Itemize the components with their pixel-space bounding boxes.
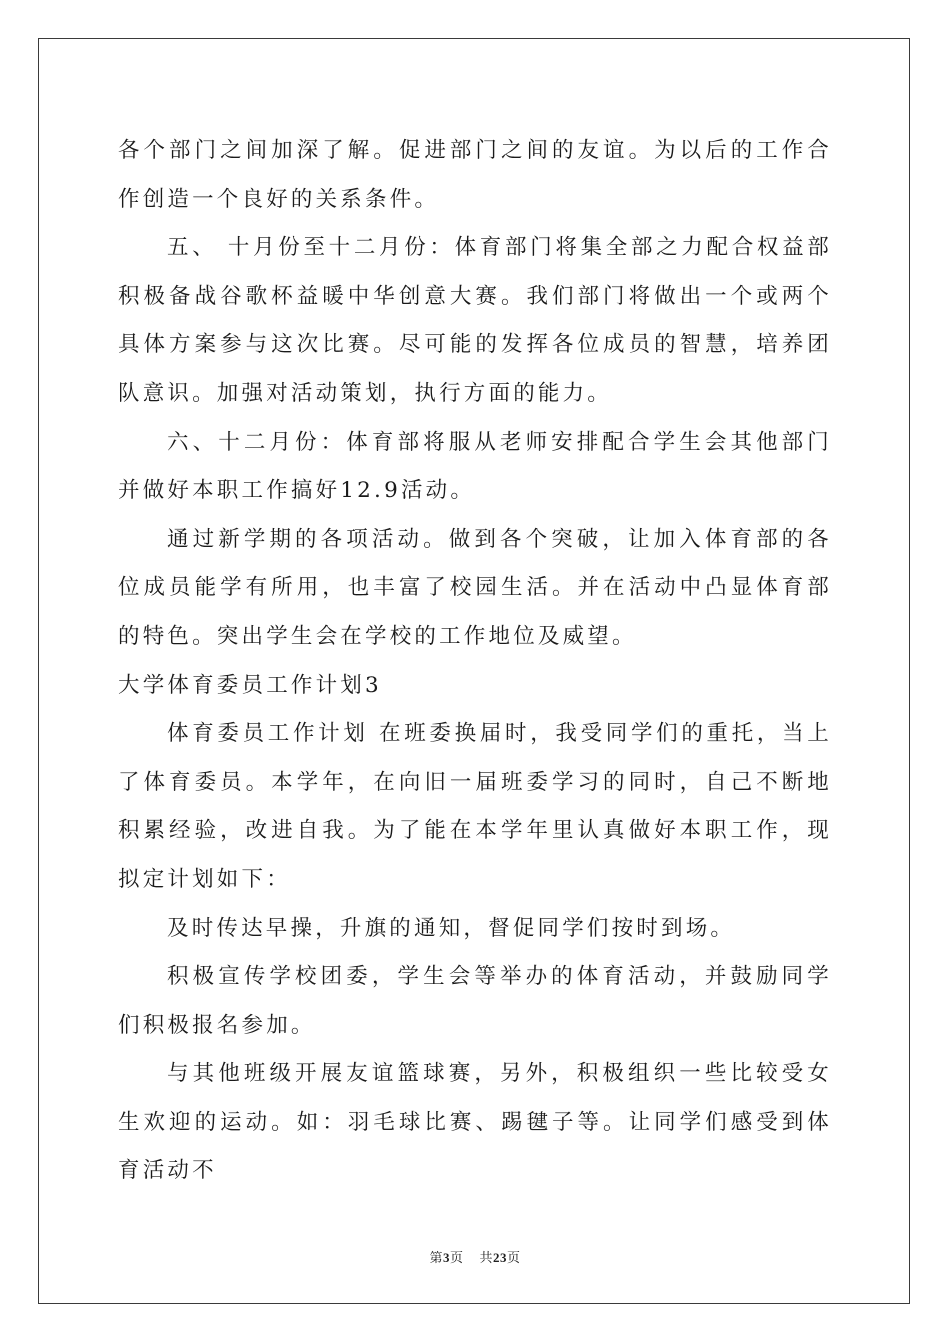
paragraph-6: 及时传达早操，升旗的通知，督促同学们按时到场。 (167, 915, 736, 941)
section-heading: 大学体育委员工作计划3 (118, 672, 382, 698)
footer-total-prefix: 共 (479, 1251, 494, 1266)
footer-total-pages: 23 (493, 1250, 508, 1265)
footer-total-unit: 页 (507, 1251, 521, 1266)
footer-page-unit: 页 (449, 1251, 464, 1266)
footer-current-page: 3 (442, 1250, 450, 1265)
paragraph-5: 体育委员工作计划 在班委换届时，我受同学们的重托，当上了体育委员。本学年，在向旧一届班委学习的同时，自己不断地积累经验，改进自我。为了能在本学年里认真做好本职工作，现拟定计划如下： (118, 721, 832, 892)
paragraph-7: 积极宣传学校团委，学生会等举办的体育活动，并鼓励同学们积极报名参加。 (118, 964, 832, 1038)
paragraph-3: 六、十二月份：体育部将服从老师安排配合学生会其他部门并做好本职工作搞好12.9活动。 (118, 429, 832, 504)
paragraph-8: 与其他班级开展友谊篮球赛，另外，积极组织一些比较受女生欢迎的运动。如：羽毛球比赛、踢毽子等。让同学们感受到体育活动不 (118, 1061, 832, 1184)
paragraph-4: 通过新学期的各项活动。做到各个突破，让加入体育部的各位成员能学有所用，也丰富了校园生活。并在活动中凸显体育部的特色。突出学生会在学校的工作地位及威望。 (118, 526, 832, 649)
page-footer (0, 1247, 950, 1266)
footer-prefix: 第 (429, 1251, 443, 1266)
paragraph-1: 各个部门之间加深了解。促进部门之间的友谊。为以后的工作合作创造一个良好的关系条件。 (118, 138, 832, 212)
paragraph-2: 五、 十月份至十二月份：体育部门将集全部之力配合权益部积极备战谷歌杯益暖中华创意大赛。我们部门将做出一个或两个具体方案参与这次比赛。尽可能的发挥各位成员的智慧，培养团队意识。加强对活动策划，执行方面的能力。 (118, 235, 832, 406)
document-body (118, 127, 832, 1196)
